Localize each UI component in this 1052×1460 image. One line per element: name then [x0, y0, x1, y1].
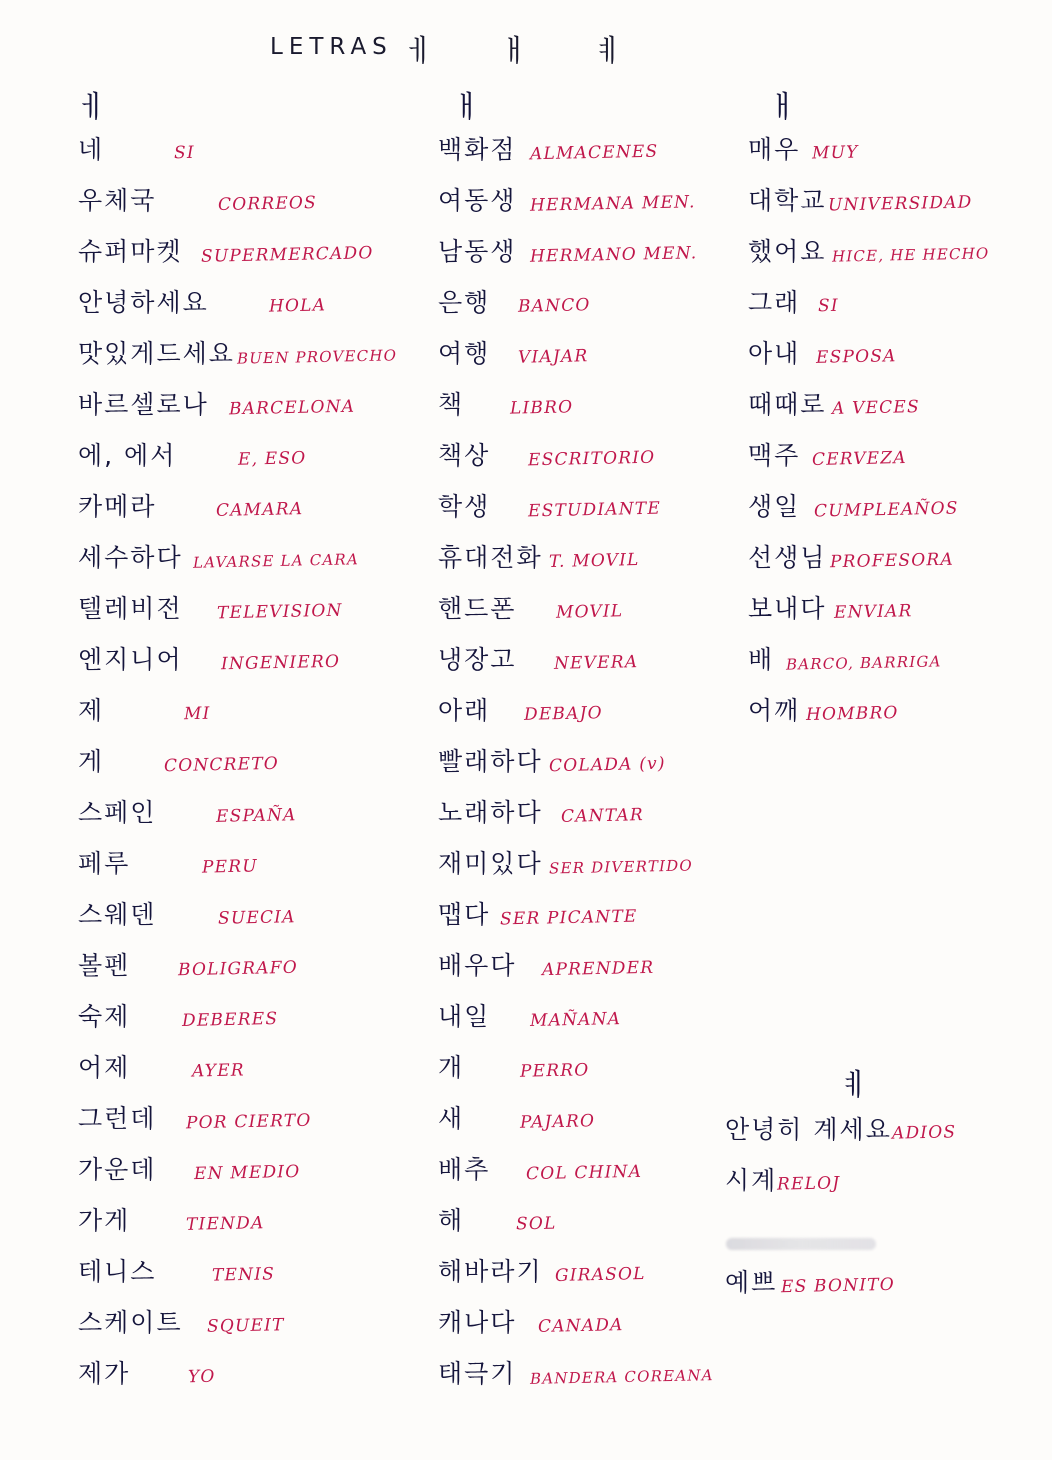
vocabulary-row	[78, 844, 458, 895]
vocabulary-row	[78, 640, 458, 691]
vocabulary-row	[438, 1150, 758, 1201]
vocabulary-row	[78, 130, 458, 181]
spanish-translation: BOLIGRAFO	[178, 957, 299, 981]
vocabulary-row	[438, 1099, 758, 1150]
vocabulary-row	[78, 1201, 458, 1252]
spanish-translation: MI	[183, 703, 211, 725]
spanish-translation: MAÑANA	[530, 1009, 622, 1031]
vocabulary-column-1	[78, 130, 458, 1405]
korean-word: 숙제	[78, 1002, 131, 1031]
vocabulary-row	[438, 436, 758, 487]
vocabulary-row	[78, 487, 458, 538]
vocabulary-row	[78, 895, 458, 946]
vocabulary-row	[438, 895, 758, 946]
spanish-translation: CERVEZA	[812, 448, 908, 470]
spanish-translation: ESTUDIANTE	[528, 498, 662, 522]
vocabulary-row	[748, 538, 1048, 589]
korean-word: 스케이트	[78, 1308, 183, 1337]
korean-word: 휴대전화	[438, 543, 543, 572]
korean-word: 배추	[438, 1155, 491, 1184]
column-header-4: ㅖ	[840, 1068, 869, 1103]
spanish-translation: HICE, HE HECHO	[832, 244, 991, 266]
korean-word: 빨래하다	[438, 747, 543, 776]
spanish-translation: COLADA (v)	[548, 753, 666, 777]
korean-word: 슈퍼마켓	[78, 237, 183, 266]
korean-word: 해바라기	[438, 1257, 543, 1286]
korean-word: 엔지니어	[78, 645, 183, 674]
korean-word: 매우	[748, 135, 801, 164]
korean-word: 맵다	[438, 900, 491, 929]
vocabulary-row	[748, 487, 1048, 538]
vocabulary-row	[438, 946, 758, 997]
vocabulary-row	[438, 1252, 758, 1303]
vocabulary-row	[78, 1099, 458, 1150]
spanish-translation: GIRASOL	[554, 1264, 646, 1286]
vocabulary-row	[438, 181, 758, 232]
vocabulary-column-2	[438, 130, 758, 1405]
korean-word: 게	[78, 747, 105, 776]
korean-word: 내일	[438, 1002, 491, 1031]
korean-word: 스웨덴	[78, 900, 157, 929]
spanish-translation: HOMBRO	[806, 703, 900, 725]
korean-word: 여동생	[438, 186, 517, 215]
korean-word: 백화점	[438, 135, 517, 164]
korean-word: 가게	[78, 1206, 131, 1235]
spanish-translation: SI	[818, 295, 840, 317]
ink-smudge	[726, 1238, 876, 1250]
spanish-translation: POR CIERTO	[186, 1110, 313, 1134]
spanish-translation: PERU	[202, 856, 259, 878]
spanish-translation: PAJARO	[519, 1111, 596, 1133]
spanish-translation: HERMANA MEN.	[530, 192, 697, 216]
vocabulary-row	[438, 742, 758, 793]
column-header-2: ㅐ	[452, 90, 481, 125]
vocabulary-row	[725, 1161, 1045, 1212]
korean-word: 제가	[78, 1359, 131, 1388]
vocabulary-row	[748, 691, 1048, 742]
vocabulary-row	[748, 181, 1048, 232]
vocabulary-row	[78, 742, 458, 793]
korean-word: 에, 에서	[78, 441, 177, 470]
spanish-translation: CAMARA	[216, 499, 304, 521]
vocabulary-row	[438, 283, 758, 334]
vocabulary-row	[748, 385, 1048, 436]
spanish-translation: RELOJ	[777, 1173, 841, 1195]
vocabulary-row	[748, 232, 1048, 283]
korean-word: 맥주	[748, 441, 801, 470]
vocabulary-row	[438, 1303, 758, 1354]
vocabulary-column-4	[725, 1110, 1045, 1314]
spanish-translation: SUPERMERCADO	[200, 243, 374, 267]
vocabulary-row	[438, 232, 758, 283]
korean-word: 재미있다	[438, 849, 543, 878]
vocabulary-row	[725, 1263, 1045, 1314]
korean-word: 안녕히 계세요	[725, 1115, 892, 1144]
vocabulary-row	[438, 793, 758, 844]
vocabulary-row	[438, 691, 758, 742]
korean-word: 테니스	[78, 1257, 157, 1286]
spanish-translation: MUY	[812, 142, 860, 164]
korean-word: 냉장고	[438, 645, 517, 674]
korean-word: 시계	[725, 1166, 778, 1195]
spanish-translation: CORREOS	[218, 192, 318, 216]
korean-word: 은행	[438, 288, 491, 317]
spanish-translation: BUEN PROVECHO	[236, 346, 398, 368]
korean-word: 개	[438, 1053, 465, 1082]
vocabulary-row	[748, 130, 1048, 181]
korean-word: 그런데	[78, 1104, 157, 1133]
korean-word: 예쁘	[725, 1268, 778, 1297]
korean-word: 캐나다	[438, 1308, 517, 1337]
korean-word: 어깨	[748, 696, 801, 725]
korean-word: 가운데	[78, 1155, 157, 1184]
spanish-translation: SQUEIT	[206, 1315, 285, 1337]
spanish-translation: DEBERES	[182, 1008, 279, 1032]
vocabulary-row	[725, 1110, 1045, 1161]
spanish-translation: BANCO	[518, 295, 592, 317]
vocabulary-row	[78, 232, 458, 283]
korean-word: 대학교	[748, 186, 827, 215]
vocabulary-row	[748, 283, 1048, 334]
page-title: LETRAS	[270, 34, 393, 60]
korean-word: 해	[438, 1206, 465, 1235]
vocabulary-row	[78, 1150, 458, 1201]
vocabulary-row	[78, 1048, 458, 1099]
korean-word: 배	[748, 645, 775, 674]
spanish-translation: TELEVISION	[216, 600, 343, 624]
spanish-translation: ALMACENES	[530, 141, 660, 165]
vocabulary-row	[438, 334, 758, 385]
korean-word: 노래하다	[438, 798, 543, 827]
vocabulary-row	[438, 1201, 758, 1252]
korean-word: 생일	[748, 492, 801, 521]
korean-word: 남동생	[438, 237, 517, 266]
spanish-translation: APRENDER	[542, 957, 655, 981]
spanish-translation: SUECIA	[218, 907, 297, 929]
korean-word: 스페인	[78, 798, 157, 827]
vocabulary-row	[438, 589, 758, 640]
spanish-translation: SI	[173, 142, 196, 164]
spanish-translation: TIENDA	[186, 1213, 265, 1235]
column-header-3: ㅐ	[768, 90, 797, 125]
spanish-translation: MOVIL	[556, 601, 624, 623]
vocabulary-row	[78, 538, 458, 589]
vocabulary-row	[748, 589, 1048, 640]
vocabulary-row	[78, 691, 458, 742]
column-header-1: ㅔ	[78, 90, 107, 125]
vocabulary-row	[78, 436, 458, 487]
spanish-translation: PROFESORA	[830, 549, 955, 573]
spanish-translation: VIAJAR	[518, 346, 589, 368]
vocabulary-row	[78, 283, 458, 334]
korean-word: 때때로	[748, 390, 827, 419]
spanish-translation: AYER	[192, 1060, 246, 1082]
spanish-translation: BARCO, BARRIGA	[785, 652, 942, 674]
spanish-translation: A VECES	[832, 397, 921, 419]
korean-word: 그래	[748, 288, 801, 317]
spanish-translation: CUMPLEAÑOS	[814, 498, 960, 522]
korean-word: 새	[438, 1104, 465, 1133]
vocabulary-row	[438, 640, 758, 691]
vocabulary-row	[78, 334, 458, 385]
korean-word: 네	[78, 135, 105, 164]
spanish-translation: E, ESO	[238, 448, 307, 470]
korean-word: 바르셀로나	[78, 390, 209, 419]
spanish-translation: HOLA	[268, 295, 327, 317]
vocabulary-row	[78, 1354, 458, 1405]
vocabulary-row	[78, 589, 458, 640]
vocabulary-row	[78, 1303, 458, 1354]
spanish-translation: SER PICANTE	[500, 906, 639, 930]
title-vowel-letters: ㅔ ㅐ ㅖ	[405, 34, 652, 69]
vocabulary-row	[78, 946, 458, 997]
spanish-translation: LAVARSE LA CARA	[192, 550, 359, 572]
vocabulary-row	[438, 538, 758, 589]
korean-word: 텔레비전	[78, 594, 183, 623]
spanish-translation: UNIVERSIDAD	[828, 192, 974, 216]
spanish-translation: ENVIAR	[834, 601, 914, 623]
spanish-translation: ES BONITO	[781, 1274, 896, 1298]
vocabulary-row	[748, 640, 1048, 691]
spanish-translation: CONCRETO	[163, 753, 280, 777]
vocabulary-row	[438, 130, 758, 181]
vocabulary-row	[78, 1252, 458, 1303]
spanish-translation: CANTAR	[560, 805, 644, 827]
korean-word: 페루	[78, 849, 131, 878]
spanish-translation: NEVERA	[554, 652, 639, 674]
vocabulary-column-3	[748, 130, 1048, 742]
spanish-translation: EN MEDIO	[194, 1161, 302, 1185]
spanish-translation: YO	[188, 1366, 217, 1388]
spanish-translation: BANDERA COREANA	[530, 1366, 715, 1388]
vocabulary-row	[438, 487, 758, 538]
korean-word: 안녕하세요	[78, 288, 209, 317]
spanish-translation: TENIS	[212, 1264, 276, 1286]
spanish-translation: ESPOSA	[816, 346, 898, 368]
spanish-translation: ESPAÑA	[216, 805, 298, 827]
spanish-translation: PERRO	[519, 1060, 590, 1082]
vocabulary-row	[438, 1048, 758, 1099]
korean-word: 여행	[438, 339, 491, 368]
korean-word: 우체국	[78, 186, 157, 215]
korean-word: 책상	[438, 441, 491, 470]
spanish-translation: HERMANO MEN.	[530, 243, 698, 267]
korean-word: 아내	[748, 339, 801, 368]
spanish-translation: INGENIERO	[220, 651, 340, 675]
korean-word: 했어요	[748, 237, 827, 266]
korean-word: 태극기	[438, 1359, 517, 1388]
spanish-translation: SOL	[515, 1213, 557, 1235]
korean-word: 볼펜	[78, 951, 131, 980]
spanish-translation: COL CHINA	[526, 1161, 643, 1185]
korean-word: 맛있게드세요	[78, 339, 235, 368]
vocabulary-row	[748, 436, 1048, 487]
vocabulary-row	[78, 793, 458, 844]
vocabulary-row	[78, 385, 458, 436]
korean-word: 세수하다	[78, 543, 183, 572]
spanish-translation: CANADA	[538, 1315, 625, 1337]
korean-word: 배우다	[438, 951, 517, 980]
korean-word: 학생	[438, 492, 491, 521]
korean-word: 아래	[438, 696, 491, 725]
spanish-translation: T. MOVIL	[548, 550, 640, 572]
spanish-translation: SER DIVERTIDO	[548, 856, 693, 878]
korean-word: 보내다	[748, 594, 827, 623]
vocabulary-row	[438, 1354, 758, 1405]
vocabulary-row	[438, 844, 758, 895]
vocabulary-row	[78, 997, 458, 1048]
korean-word: 카메라	[78, 492, 157, 521]
vocabulary-row	[78, 181, 458, 232]
spanish-translation: BARCELONA	[228, 396, 356, 420]
korean-word: 책	[438, 390, 465, 419]
spanish-translation: ADIOS	[891, 1122, 957, 1144]
korean-word: 제	[78, 696, 105, 725]
vocabulary-row	[748, 334, 1048, 385]
korean-word: 선생님	[748, 543, 827, 572]
korean-word: 어제	[78, 1053, 131, 1082]
vocabulary-row	[438, 997, 758, 1048]
vocabulary-row	[438, 385, 758, 436]
spanish-translation: DEBAJO	[524, 703, 604, 725]
spanish-translation: LIBRO	[509, 397, 574, 419]
spanish-translation: ESCRITORIO	[528, 447, 656, 471]
korean-word: 핸드폰	[438, 594, 517, 623]
